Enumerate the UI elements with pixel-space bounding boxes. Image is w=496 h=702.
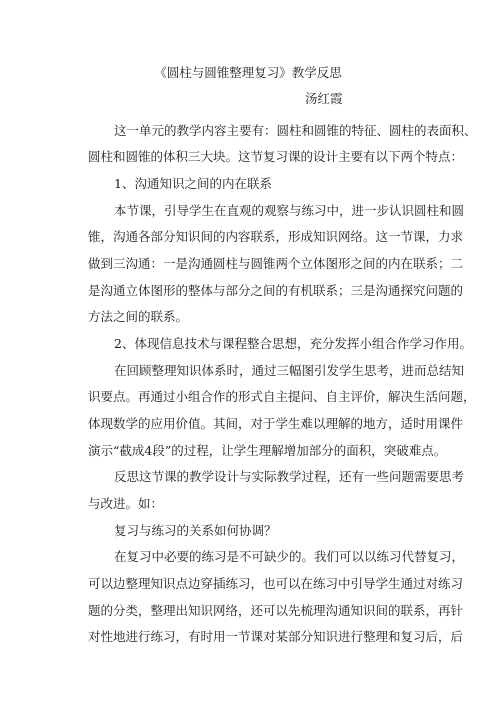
paragraph-line: 与改进。如： [88,496,164,511]
paragraph-line: 题的分类，整理出知识网络，还可以先梳理沟通知识间的联系，再针 [88,603,464,618]
paragraph-line: 在回顾整理知识体系时，通过三幅图引发学生思考，进而总结知 [114,363,465,378]
paragraph-line: 圆柱和圆锥的体积三大块。这节复习课的设计主要有以下两个特点： [88,149,464,164]
paragraph-line: 反思这节课的教学设计与实际教学过程，还有一些问题需要思考 [114,469,465,484]
paragraph-line: 识要点。再通过小组合作的形式自主提问、自主评价，解决生活问题， [88,389,476,404]
paragraph-line: 这一单元的教学内容主要有：圆柱和圆锥的特征、圆柱的表面积、 [114,123,477,138]
section-heading: 1、沟通知识之间的内在联系 [114,176,272,191]
paragraph-line: 演示“截成4段”的过程，让学生理解增加部分的面积，突破难点。 [88,443,447,458]
paragraph-line: 本节课，引导学生在直观的观察与练习中，进一步认识圆柱和圆 [114,203,465,218]
document-title: 《圆柱与圆锥整理复习》教学反思 [154,65,342,80]
author-name: 汤红霞 [305,91,343,106]
paragraph-line: 对性地进行练习，有时用一节课对某部分知识进行整理和复习后，后 [88,629,464,644]
section-heading: 2、体现信息技术与课程整合思想，充分发挥小组合作学习作用。 [114,336,472,351]
paragraph-line: 是沟通立体图形的整体与部分之间的有机联系；三是沟通探究问题的 [88,283,464,298]
paragraph-line: 体现数学的应用价值。其间，对于学生难以理解的地方，适时用课件 [88,416,464,431]
paragraph-line: 方法之间的联系。 [88,309,189,324]
paragraph-line: 锥，沟通各部分知识间的内容联系，形成知识网络。这一节课，力求 [88,229,464,244]
paragraph-line: 可以边整理知识点边穿插练习，也可以在练习中引导学生通过对练习 [88,576,464,591]
paragraph-line: 在复习中必要的练习是不可缺少的。我们可以以练习代替复习， [114,549,465,564]
section-heading: 复习与练习的关系如何协调？ [114,523,277,538]
paragraph-line: 做到三沟通：一是沟通圆柱与圆锥两个立体图形之间的内在联系；二 [88,256,464,271]
